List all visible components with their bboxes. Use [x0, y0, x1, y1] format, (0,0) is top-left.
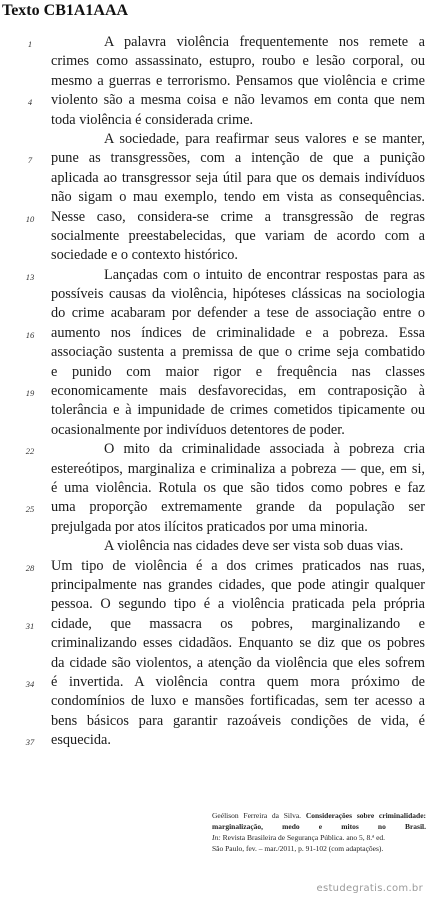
text-line	[0, 91, 429, 110]
text-line	[0, 673, 429, 692]
line-text: bens básicos para garantir razoáveis condições de vida, é	[51, 712, 425, 729]
line-text: não sigam o mau exemplo, tendo em vista as consequências.	[51, 189, 425, 206]
citation-journal: Revista Brasileira de Segurança Pública. ano 5, 8.ª ed.	[222, 833, 386, 842]
citation-in-label: In:	[212, 833, 221, 842]
line-text: da cidade são violentos, a atenção da violência que eles sofrem	[51, 654, 425, 671]
text-line	[0, 324, 429, 343]
line-text: aplicada ao transgressor seja útil para que os demais indivíduos	[51, 169, 425, 186]
citation-details: São Paulo, fev. – mar./2011, p. 91-102 (com adaptações).	[212, 844, 384, 853]
text-line	[0, 72, 429, 91]
line-text: associação sustenta a premissa de que o crime seja combatido	[51, 344, 425, 361]
line-text: é uma violência. Rotula os que são tidos como pobres e faz	[51, 479, 425, 496]
text-line	[0, 343, 429, 362]
line-number: 37	[25, 737, 35, 748]
text-line	[0, 111, 429, 130]
text-line	[0, 576, 429, 595]
text-line	[0, 712, 429, 731]
text-line	[0, 615, 429, 634]
line-text: A sociedade, para reafirmar seus valores e se manter,	[104, 130, 425, 147]
line-number: 31	[25, 620, 35, 631]
line-text: esquecida.	[51, 732, 111, 749]
text-line	[0, 440, 429, 459]
text-line	[0, 421, 429, 440]
text-line	[0, 208, 429, 227]
line-text: condomínios de luxo e mansões fortificadas, sem ter acesso a	[51, 693, 425, 710]
line-number: 19	[25, 388, 35, 399]
text-line	[0, 188, 429, 207]
line-number: 13	[25, 271, 35, 282]
citation-author: Geélison Ferreira da Silva.	[212, 811, 302, 820]
line-text: é invertida. A violência contra quem mora próximo de	[51, 673, 425, 690]
line-text: sociedade e o contexto histórico.	[51, 247, 238, 264]
text-line	[0, 537, 429, 556]
text-line	[0, 557, 429, 576]
document-body	[0, 33, 429, 750]
text-line	[0, 227, 429, 246]
line-text: mesmo a guerras e terrorismo. Pensamos que violência e crime	[51, 72, 425, 89]
line-text: A violência nas cidades deve ser vista sob duas vias.	[104, 538, 404, 555]
line-text: aumento nos índices de criminalidade e a pobreza. Essa	[51, 324, 425, 341]
text-line	[0, 731, 429, 750]
line-number: 7	[27, 155, 33, 166]
line-number: 4	[27, 97, 33, 108]
line-text: principalmente nas grandes cidades, que pode atingir qualquer	[51, 576, 425, 593]
line-text: uma proporção extremamente grande da população ser	[51, 499, 425, 516]
text-line	[0, 460, 429, 479]
text-line	[0, 266, 429, 285]
line-text: do crime acabaram por defender a tese de associação entre o	[51, 305, 425, 322]
line-text: possíveis causas da violência, hipóteses clássicas na sociologia	[51, 286, 425, 303]
text-line	[0, 169, 429, 188]
line-number: 34	[25, 678, 35, 689]
line-text: A palavra violência frequentemente nos remete a	[104, 34, 425, 50]
line-text: pessoa. O segundo tipo é a violência praticada pela própria	[51, 596, 425, 613]
text-line	[0, 363, 429, 382]
text-line	[0, 518, 429, 537]
line-number: 22	[25, 446, 35, 457]
text-line	[0, 33, 429, 52]
text-line	[0, 246, 429, 265]
text-line	[0, 304, 429, 323]
citation-work-title: Considerações sobre criminalidade: marginalização, medo e mitos no Brasil.	[212, 811, 427, 831]
text-line	[0, 595, 429, 614]
citation	[212, 810, 426, 854]
text-line	[0, 382, 429, 401]
text-line	[0, 692, 429, 711]
text-line	[0, 401, 429, 420]
text-line	[0, 634, 429, 653]
line-number: 28	[25, 562, 35, 573]
line-text: e punido com maior rigor e frequência nas classes	[51, 363, 425, 380]
line-text: Um tipo de violência é a dos crimes praticados nas ruas,	[51, 557, 425, 574]
line-text: pune as transgressões, com a intenção de que a punição	[51, 150, 425, 167]
line-text: ocasionalmente por indivíduos detentores de poder.	[51, 421, 345, 438]
line-text: violento são a mesma coisa e não levamos em conta que nem	[51, 92, 425, 109]
document-title: Texto CB1A1AAA	[2, 2, 129, 19]
text-line	[0, 285, 429, 304]
line-number: 10	[25, 213, 35, 224]
text-line	[0, 149, 429, 168]
text-line	[0, 654, 429, 673]
line-text: socialmente preestabelecidas, que variam de acordo com a	[51, 227, 425, 244]
line-number: 25	[25, 504, 35, 515]
line-number: 1	[27, 39, 33, 49]
line-text: economicamente mais desfavorecidas, em contraposição à	[51, 383, 425, 400]
line-text: Nesse caso, considera-se crime a transgressão de regras	[51, 208, 425, 225]
line-text: criminalizando esses cidadãos. Enquanto se diz que os pobres	[51, 635, 425, 652]
line-text: tolerância e à impunidade de crimes cometidos tipicamente ou	[51, 402, 425, 419]
line-text: prejulgada por atos ilícitos praticados por uma minoria.	[51, 518, 368, 535]
line-text: Lançadas com o intuito de encontrar respostas para as	[104, 266, 425, 283]
line-text: estereótipos, marginaliza e criminaliza a pobreza — que, em si,	[51, 460, 425, 477]
text-line	[0, 498, 429, 517]
line-text: cidade, que massacra os pobres, marginalizando e	[51, 615, 425, 632]
line-text: toda violência é considerada crime.	[51, 111, 254, 128]
text-line	[0, 130, 429, 149]
text-line	[0, 479, 429, 498]
line-number: 16	[25, 329, 35, 340]
text-line	[0, 52, 429, 71]
watermark: estudegratis.com.br	[316, 883, 423, 894]
line-text: O mito da criminalidade associada à pobreza cria	[104, 441, 425, 458]
line-text: crimes como assassinato, estupro, roubo e lesão corporal, ou	[51, 53, 425, 70]
